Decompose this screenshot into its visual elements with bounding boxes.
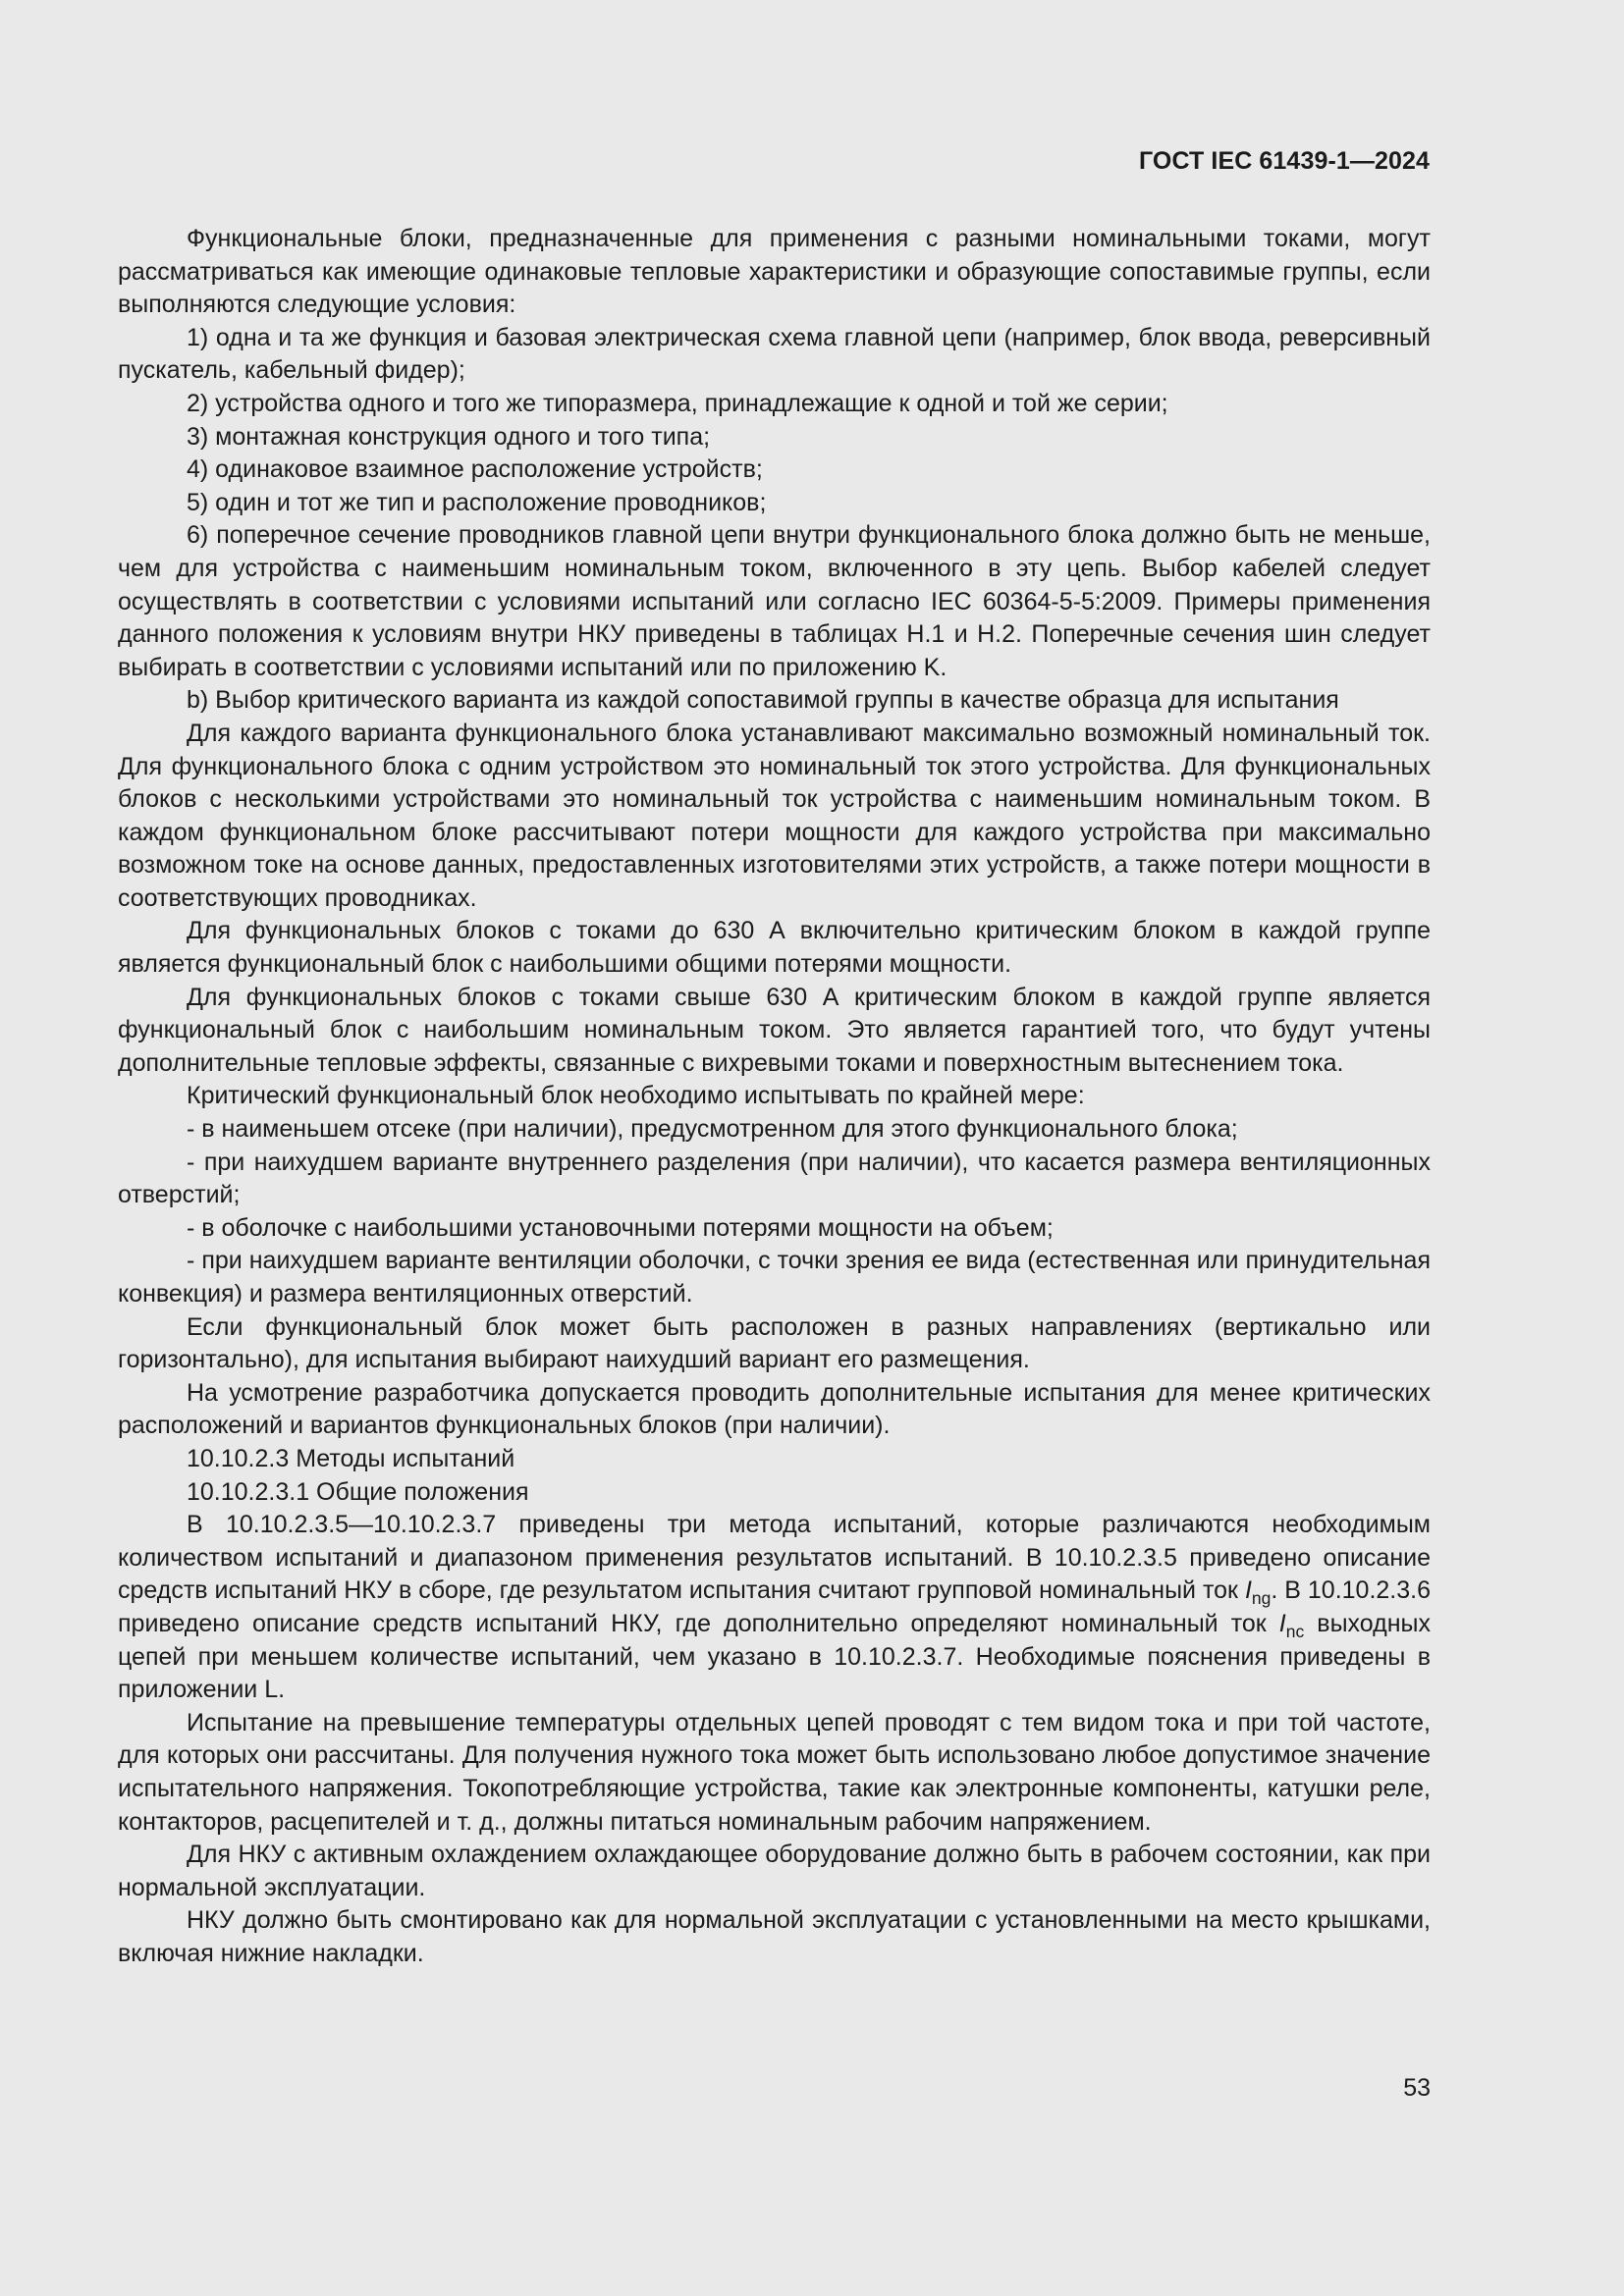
document-number-header: ГОСТ IEC 61439-1—2024	[1138, 147, 1430, 175]
paragraph: НКУ должно быть смонтировано как для нормальной эксплуатации с установленными на место крышками, включая нижние накладки.	[118, 1906, 1431, 1967]
list-item: 1) одна и та же функция и базовая электрическая схема главной цепи (например, блок ввода, реверсивный пускатель, кабельный фидер);	[118, 323, 1431, 385]
symbol-current: I	[1278, 1609, 1286, 1637]
text-run: В 10.10.2.3.5—10.10.2.3.7 приведены три метода испытаний, которые различаются необходимым количеством испытаний и диапазоном применения результатов испытаний. В 10.10.2.3.5 приведено описание средств испытаний НКУ в сборе, где результатом испытания считают групповой номинальный ток	[118, 1511, 1431, 1605]
paragraph: Для каждого варианта функционального блока устанавливают максимально возможный номинальный ток. Для функционального блока с одним устройством это номинальный ток этого устройства. Для функциональных блоков с несколькими устройствами это номинальный ток устройства с наименьшим номинальным током. В каждом функциональном блоке рассчитывают потери мощности для каждого устройства при максимально возможном токе на основе данных, предоставленных изготовителями этих устройств, а также потери мощности в соответствующих проводниках.	[118, 719, 1431, 912]
section-heading: 10.10.2.3 Методы испытаний	[187, 1444, 515, 1472]
paragraph: Критический функциональный блок необходимо испытывать по крайней мере:	[187, 1082, 1085, 1110]
text-run: . В 10.10.2.3.6 приведено описание средств испытаний НКУ, где дополнительно определяют номинальный ток	[118, 1576, 1431, 1637]
paragraph: На усмотрение разработчика допускается проводить дополнительные испытания для менее критических расположений и вариантов функциональных блоков (при наличии).	[118, 1378, 1431, 1440]
paragraph: Для функциональных блоков с токами свыше 630 А критическим блоком в каждой группе является функциональный блок с наибольшим номинальным током. Это является гарантией того, что будут учтены дополнительные тепловые эффекты, связанные с вихревыми токами и поверхностным вытеснением тока.	[118, 983, 1431, 1077]
dash-list-item: - при наихудшем варианте вентиляции оболочки, с точки зрения ее вида (естественная или принудительная конвекция) и размера вентиляционных отверстий.	[118, 1247, 1431, 1308]
dash-list-item: - в оболочке с наибольшими установочными потерями мощности на объем;	[187, 1213, 1054, 1242]
paragraph: Если функциональный блок может быть расположен в разных направлениях (вертикально или горизонтально), для испытания выбирают наихудший вариант его размещения.	[118, 1312, 1431, 1374]
list-item: 4) одинаковое взаимное расположение устройств;	[187, 455, 763, 484]
list-item: 6) поперечное сечение проводников главной цепи внутри функционального блока должно быть не меньше, чем для устройства с наименьшим номинальным током, включенного в эту цепь. Выбор кабелей следует осуществлять в соответствии с условиями испытаний или согласно IEC 60364-5-5:2009. Примеры применения данного положения к условиям внутри НКУ приведены в таблицах H.1 и H.2. Поперечные сечения шин следует выбирать в соответствии с условиями испытаний или по приложению K.	[118, 521, 1431, 681]
list-item: 2) устройства одного и того же типоразмера, принадлежащие к одной и той же серии;	[187, 389, 1168, 417]
paragraph-test-methods	[118, 1509, 1431, 1707]
paragraph: Функциональные блоки, предназначенные для применения с разными номинальными токами, могут рассматриваться как имеющие одинаковые тепловые характеристики и образующие сопоставимые группы, если выполняются следующие условия:	[118, 225, 1431, 319]
subsection-heading: 10.10.2.3.1 Общие положения	[187, 1477, 529, 1506]
symbol-current: I	[1244, 1576, 1252, 1605]
page-body	[118, 223, 1431, 1970]
page-number: 53	[1403, 2074, 1431, 2102]
dash-list-item: - при наихудшем варианте внутреннего разделения (при наличии), что касается размера вентиляционных отверстий;	[118, 1148, 1431, 1209]
paragraph: Для функциональных блоков с токами до 630 А включительно критическим блоком в каждой группе является функциональный блок с наибольшими общими потерями мощности.	[118, 917, 1431, 979]
list-item: b) Выбор критического варианта из каждой сопоставимой группы в качестве образца для испытания	[187, 686, 1339, 715]
paragraph: Испытание на превышение температуры отдельных цепей проводят с тем видом тока и при той частоте, для которых они рассчитаны. Для получения нужного тока может быть использовано любое допустимое значение испытательного напряжения. Токопотребляющие устройства, такие как электронные компоненты, катушки реле, контакторов, расцепителей и т. д., должны питаться номинальным рабочим напряжением.	[118, 1708, 1431, 1836]
list-item: 5) один и тот же тип и расположение проводников;	[187, 488, 767, 516]
text-run: выходных цепей при меньшем количестве испытаний, чем указано в 10.10.2.3.7. Необходимые пояснения приведены в приложении L.	[118, 1609, 1431, 1704]
dash-list-item: - в наименьшем отсеке (при наличии), предусмотренном для этого функционального блока;	[187, 1115, 1238, 1144]
symbol-subscript: ng	[1251, 1588, 1272, 1609]
list-item: 3) монтажная конструкция одного и того типа;	[187, 422, 711, 451]
symbol-subscript: nc	[1285, 1622, 1305, 1642]
paragraph: Для НКУ с активным охлаждением охлаждающее оборудование должно быть в рабочем состоянии, как при нормальной эксплуатации.	[118, 1841, 1431, 1901]
